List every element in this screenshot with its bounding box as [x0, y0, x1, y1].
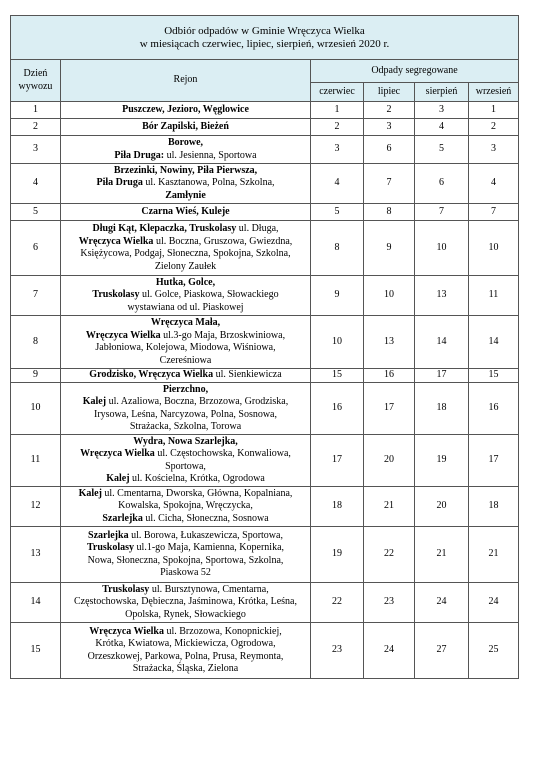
pickup-day-september: 25 — [469, 623, 519, 679]
region-streets: Orzeszkowej, Parkowa, Polna, Prusa, Reymonta, — [87, 650, 284, 662]
pickup-day-september: 10 — [469, 221, 519, 276]
region-line — [63, 236, 308, 249]
day-number: 6 — [11, 221, 61, 276]
region-streets: ul. Częstochowska, Konwaliowa, — [154, 448, 291, 459]
table-row — [11, 527, 519, 583]
region-streets: ul.1-go Maja, Kamienna, Kopernika, — [134, 542, 285, 553]
pickup-day-august: 13 — [415, 276, 469, 316]
region-line — [63, 248, 308, 261]
pickup-day-july: 17 — [364, 383, 415, 435]
region-place-name: Długi Kąt, Klepaczka, Truskolasy — [92, 223, 237, 234]
pickup-day-august: 14 — [415, 316, 469, 369]
region-line — [63, 177, 308, 190]
region-line — [63, 302, 308, 315]
region-cell — [61, 164, 311, 204]
region-place-name: Piła Druga: — [114, 149, 165, 161]
region-streets: Kowalska, Spokojna, Wręczycka, — [118, 500, 253, 512]
region-cell — [61, 383, 311, 435]
region-place-name: Bór Zapilski, Bieżeń — [142, 120, 229, 132]
region-line — [63, 663, 308, 676]
region-streets: ul. Kasztanowa, Polna, Szkolna, — [142, 177, 275, 189]
pickup-day-june: 9 — [311, 276, 364, 316]
pickup-day-june: 10 — [311, 316, 364, 369]
region-line — [63, 369, 308, 382]
day-number: 12 — [11, 487, 61, 527]
table-title — [11, 16, 519, 60]
day-number: 5 — [11, 204, 61, 221]
header-day-line1: Dzień — [23, 68, 48, 79]
header-region: Rejon — [61, 60, 311, 102]
pickup-day-june: 18 — [311, 487, 364, 527]
pickup-day-july: 21 — [364, 487, 415, 527]
pickup-day-june: 4 — [311, 164, 364, 204]
region-line — [63, 190, 308, 203]
region-line — [63, 473, 308, 486]
region-line — [63, 277, 308, 290]
table-row — [11, 623, 519, 679]
region-streets: Sportowa, — [165, 460, 206, 472]
pickup-day-july: 3 — [364, 119, 415, 136]
pickup-day-september: 17 — [469, 435, 519, 487]
pickup-day-july: 13 — [364, 316, 415, 369]
title-line-1: Odbiór odpadów w Gminie Wręczyca Wielka — [164, 24, 365, 37]
pickup-day-september: 21 — [469, 527, 519, 583]
region-place-name: Truskolasy — [102, 583, 150, 595]
region-line — [63, 165, 308, 178]
pickup-day-august: 20 — [415, 487, 469, 527]
region-cell — [61, 119, 311, 136]
region-place-name: Kalej — [106, 473, 130, 484]
pickup-day-july: 9 — [364, 221, 415, 276]
pickup-day-august: 19 — [415, 435, 469, 487]
day-number: 2 — [11, 119, 61, 136]
region-line — [63, 596, 308, 609]
pickup-day-june: 17 — [311, 435, 364, 487]
region-line — [63, 409, 308, 422]
region-line — [63, 289, 308, 302]
day-number: 15 — [11, 623, 61, 679]
day-number: 1 — [11, 102, 61, 119]
header-month-june: czerwiec — [311, 83, 364, 102]
table-row — [11, 221, 519, 276]
region-place-name: Kalej — [82, 396, 107, 407]
table-row — [11, 369, 519, 383]
region-place-name: Grodzisko, Wręczyca Wielka — [89, 369, 214, 381]
pickup-day-august: 4 — [415, 119, 469, 136]
region-streets: ul. Jesienna, Sportowa — [164, 149, 257, 161]
region-streets: Księżycowa, Podgaj, Słoneczna, Spokojna, Szkolna, — [80, 248, 291, 259]
pickup-day-june: 15 — [311, 369, 364, 383]
region-line — [63, 137, 308, 150]
region-streets: ul. Sienkiewicza — [213, 369, 282, 381]
region-streets: Piaskowa 52 — [160, 567, 211, 578]
region-place-name: Wręczyca Wielka — [78, 235, 154, 247]
region-line — [63, 342, 308, 355]
pickup-day-july: 24 — [364, 623, 415, 679]
table-row — [11, 102, 519, 119]
table-row — [11, 383, 519, 435]
pickup-day-august: 6 — [415, 164, 469, 204]
region-line — [63, 421, 308, 434]
pickup-day-september: 4 — [469, 164, 519, 204]
table-row — [11, 487, 519, 527]
pickup-day-september: 11 — [469, 276, 519, 316]
region-cell — [61, 369, 311, 383]
pickup-day-july: 8 — [364, 204, 415, 221]
region-line — [63, 206, 308, 219]
table-row — [11, 204, 519, 221]
region-place-name: Pierzchno, — [162, 383, 209, 395]
pickup-day-july: 7 — [364, 164, 415, 204]
pickup-day-june: 1 — [311, 102, 364, 119]
pickup-day-september: 3 — [469, 136, 519, 164]
pickup-day-june: 5 — [311, 204, 364, 221]
table-row — [11, 119, 519, 136]
region-cell — [61, 487, 311, 527]
region-line — [63, 330, 308, 343]
day-number: 8 — [11, 316, 61, 369]
pickup-day-june: 8 — [311, 221, 364, 276]
pickup-day-august: 7 — [415, 204, 469, 221]
day-number: 10 — [11, 383, 61, 435]
header-segregated: Odpady segregowane — [311, 60, 519, 83]
region-line — [63, 448, 308, 461]
header-month-august: sierpień — [415, 83, 469, 102]
region-streets: Zielony Zaułek — [154, 260, 217, 272]
region-line — [63, 104, 308, 117]
region-streets: Jabłoniowa, Kolejowa, Miodowa, Wiśniowa, — [95, 342, 276, 353]
region-place-name: Hutka, Golce, — [155, 276, 216, 288]
pickup-day-june: 23 — [311, 623, 364, 679]
region-streets: Opolska, Rynek, Słowackiego — [125, 608, 246, 620]
table-row — [11, 164, 519, 204]
region-place-name: Wręczyca Wielka — [85, 329, 161, 341]
region-place-name: Wręczyca Wielka — [89, 625, 164, 637]
region-line — [63, 384, 308, 397]
region-line — [63, 396, 308, 409]
table-row — [11, 136, 519, 164]
pickup-day-september: 2 — [469, 119, 519, 136]
region-line — [63, 223, 308, 236]
region-place-name: Truskolasy — [92, 289, 140, 301]
region-cell — [61, 435, 311, 487]
region-place-name: Wręczyca Wielka — [80, 448, 155, 459]
region-cell — [61, 136, 311, 164]
header-day — [11, 60, 61, 102]
pickup-day-september: 14 — [469, 316, 519, 369]
pickup-day-june: 22 — [311, 583, 364, 623]
pickup-day-september: 7 — [469, 204, 519, 221]
region-streets: ul. Bursztynowa, Cmentarna, — [149, 583, 269, 595]
region-cell — [61, 583, 311, 623]
region-line — [63, 317, 308, 330]
region-streets: Czereśniowa — [159, 354, 212, 366]
pickup-day-july: 2 — [364, 102, 415, 119]
region-cell — [61, 276, 311, 316]
region-streets: ul. Azaliowa, Boczna, Brzozowa, Grodziska, — [106, 396, 289, 407]
region-place-name: Truskolasy — [86, 542, 135, 553]
region-line — [63, 436, 308, 449]
region-line — [63, 651, 308, 664]
region-streets: Nowa, Słoneczna, Spokojna, Sportowa, Szkolna, — [87, 554, 284, 566]
region-line — [63, 555, 308, 568]
pickup-day-june: 3 — [311, 136, 364, 164]
region-streets: ul. Golce, Piaskowa, Słowackiego — [139, 289, 279, 301]
pickup-day-august: 17 — [415, 369, 469, 383]
region-line — [63, 584, 308, 597]
region-cell — [61, 204, 311, 221]
region-line — [63, 261, 308, 274]
pickup-day-june: 16 — [311, 383, 364, 435]
title-line-2: w miesiącach czerwiec, lipiec, sierpień, wrzesień 2020 r. — [139, 37, 390, 50]
region-streets: ul. Boczna, Gruszowa, Gwiezdna, — [153, 235, 293, 247]
pickup-day-august: 3 — [415, 102, 469, 119]
region-streets: ul. Borowa, Łukaszewicza, Sportowa, — [128, 529, 283, 541]
pickup-day-september: 18 — [469, 487, 519, 527]
region-streets: ul. Cicha, Słoneczna, Sosnowa — [142, 512, 269, 524]
pickup-day-september: 15 — [469, 369, 519, 383]
region-place-name: Puszczew, Jezioro, Węglowice — [122, 103, 249, 115]
region-place-name: Brzezinki, Nowiny, Piła Pierwsza, — [113, 164, 258, 176]
region-streets: Strażacka, Śląska, Zielona — [132, 663, 239, 674]
region-place-name: Kalej — [78, 487, 102, 499]
table-row — [11, 435, 519, 487]
region-streets: ul. Kościelna, Krótka, Ogrodowa — [129, 473, 265, 484]
region-cell — [61, 316, 311, 369]
pickup-day-july: 10 — [364, 276, 415, 316]
table-row — [11, 316, 519, 369]
day-number: 9 — [11, 369, 61, 383]
region-line — [63, 530, 308, 543]
pickup-day-june: 19 — [311, 527, 364, 583]
pickup-day-august: 5 — [415, 136, 469, 164]
region-place-name: Borowe, — [167, 137, 204, 148]
waste-schedule-table — [10, 15, 519, 679]
region-streets: Krótka, Kwiatowa, Mickiewicza, Ogrodowa, — [95, 638, 276, 649]
region-place-name: Wręczyca Mała, — [150, 317, 221, 328]
day-number: 4 — [11, 164, 61, 204]
pickup-day-august: 18 — [415, 383, 469, 435]
region-streets: ul. Długa, — [236, 223, 279, 234]
pickup-day-august: 10 — [415, 221, 469, 276]
region-place-name: Czarna Wieś, Kuleje — [141, 205, 230, 217]
day-number: 3 — [11, 136, 61, 164]
region-cell — [61, 221, 311, 276]
day-number: 13 — [11, 527, 61, 583]
region-streets: Irysowa, Leśna, Narcyzowa, Polna, Sosnowa, — [93, 408, 277, 420]
region-streets: Częstochowska, Dębieczna, Jaśminowa, Krótka, Leśna, — [74, 596, 297, 608]
pickup-day-july: 6 — [364, 136, 415, 164]
pickup-day-july: 23 — [364, 583, 415, 623]
region-streets: ul. Cmentarna, Dworska, Główna, Kopalniana, — [101, 487, 293, 499]
day-number: 11 — [11, 435, 61, 487]
pickup-day-june: 2 — [311, 119, 364, 136]
region-cell — [61, 102, 311, 119]
region-streets: ul.3-go Maja, Brzoskwiniowa, — [160, 329, 286, 341]
pickup-day-september: 1 — [469, 102, 519, 119]
pickup-day-september: 16 — [469, 383, 519, 435]
region-line — [63, 609, 308, 622]
region-cell — [61, 527, 311, 583]
pickup-day-july: 20 — [364, 435, 415, 487]
region-place-name: Szarlejka — [102, 512, 143, 524]
header-day-line2: wywozu — [18, 80, 53, 92]
region-streets: Strażacka, Szkolna, Torowa — [129, 421, 242, 432]
table-body — [11, 102, 519, 679]
pickup-day-august: 27 — [415, 623, 469, 679]
region-streets: wystawiana od ul. Piaskowej — [127, 301, 244, 313]
pickup-day-september: 24 — [469, 583, 519, 623]
header-month-september: wrzesień — [469, 83, 519, 102]
header-month-july: lipiec — [364, 83, 415, 102]
region-place-name: Piła Druga — [96, 177, 143, 189]
table-row — [11, 583, 519, 623]
region-line — [63, 355, 308, 368]
table-row — [11, 276, 519, 316]
region-line — [63, 626, 308, 639]
region-line — [63, 150, 308, 163]
region-line — [63, 638, 308, 651]
day-number: 14 — [11, 583, 61, 623]
region-place-name: Szarlejka — [88, 529, 129, 541]
region-line — [63, 542, 308, 555]
region-place-name: Wydra, Nowa Szarlejka, — [133, 435, 238, 447]
pickup-day-july: 16 — [364, 369, 415, 383]
pickup-day-august: 21 — [415, 527, 469, 583]
region-line — [63, 121, 308, 134]
region-place-name: Zamłynie — [165, 189, 206, 201]
day-number: 7 — [11, 276, 61, 316]
region-line — [63, 488, 308, 501]
region-line — [63, 513, 308, 526]
region-streets: ul. Brzozowa, Konopnickiej, — [163, 625, 282, 637]
region-line — [63, 567, 308, 580]
region-line — [63, 500, 308, 513]
region-line — [63, 461, 308, 474]
pickup-day-july: 22 — [364, 527, 415, 583]
pickup-day-august: 24 — [415, 583, 469, 623]
region-cell — [61, 623, 311, 679]
